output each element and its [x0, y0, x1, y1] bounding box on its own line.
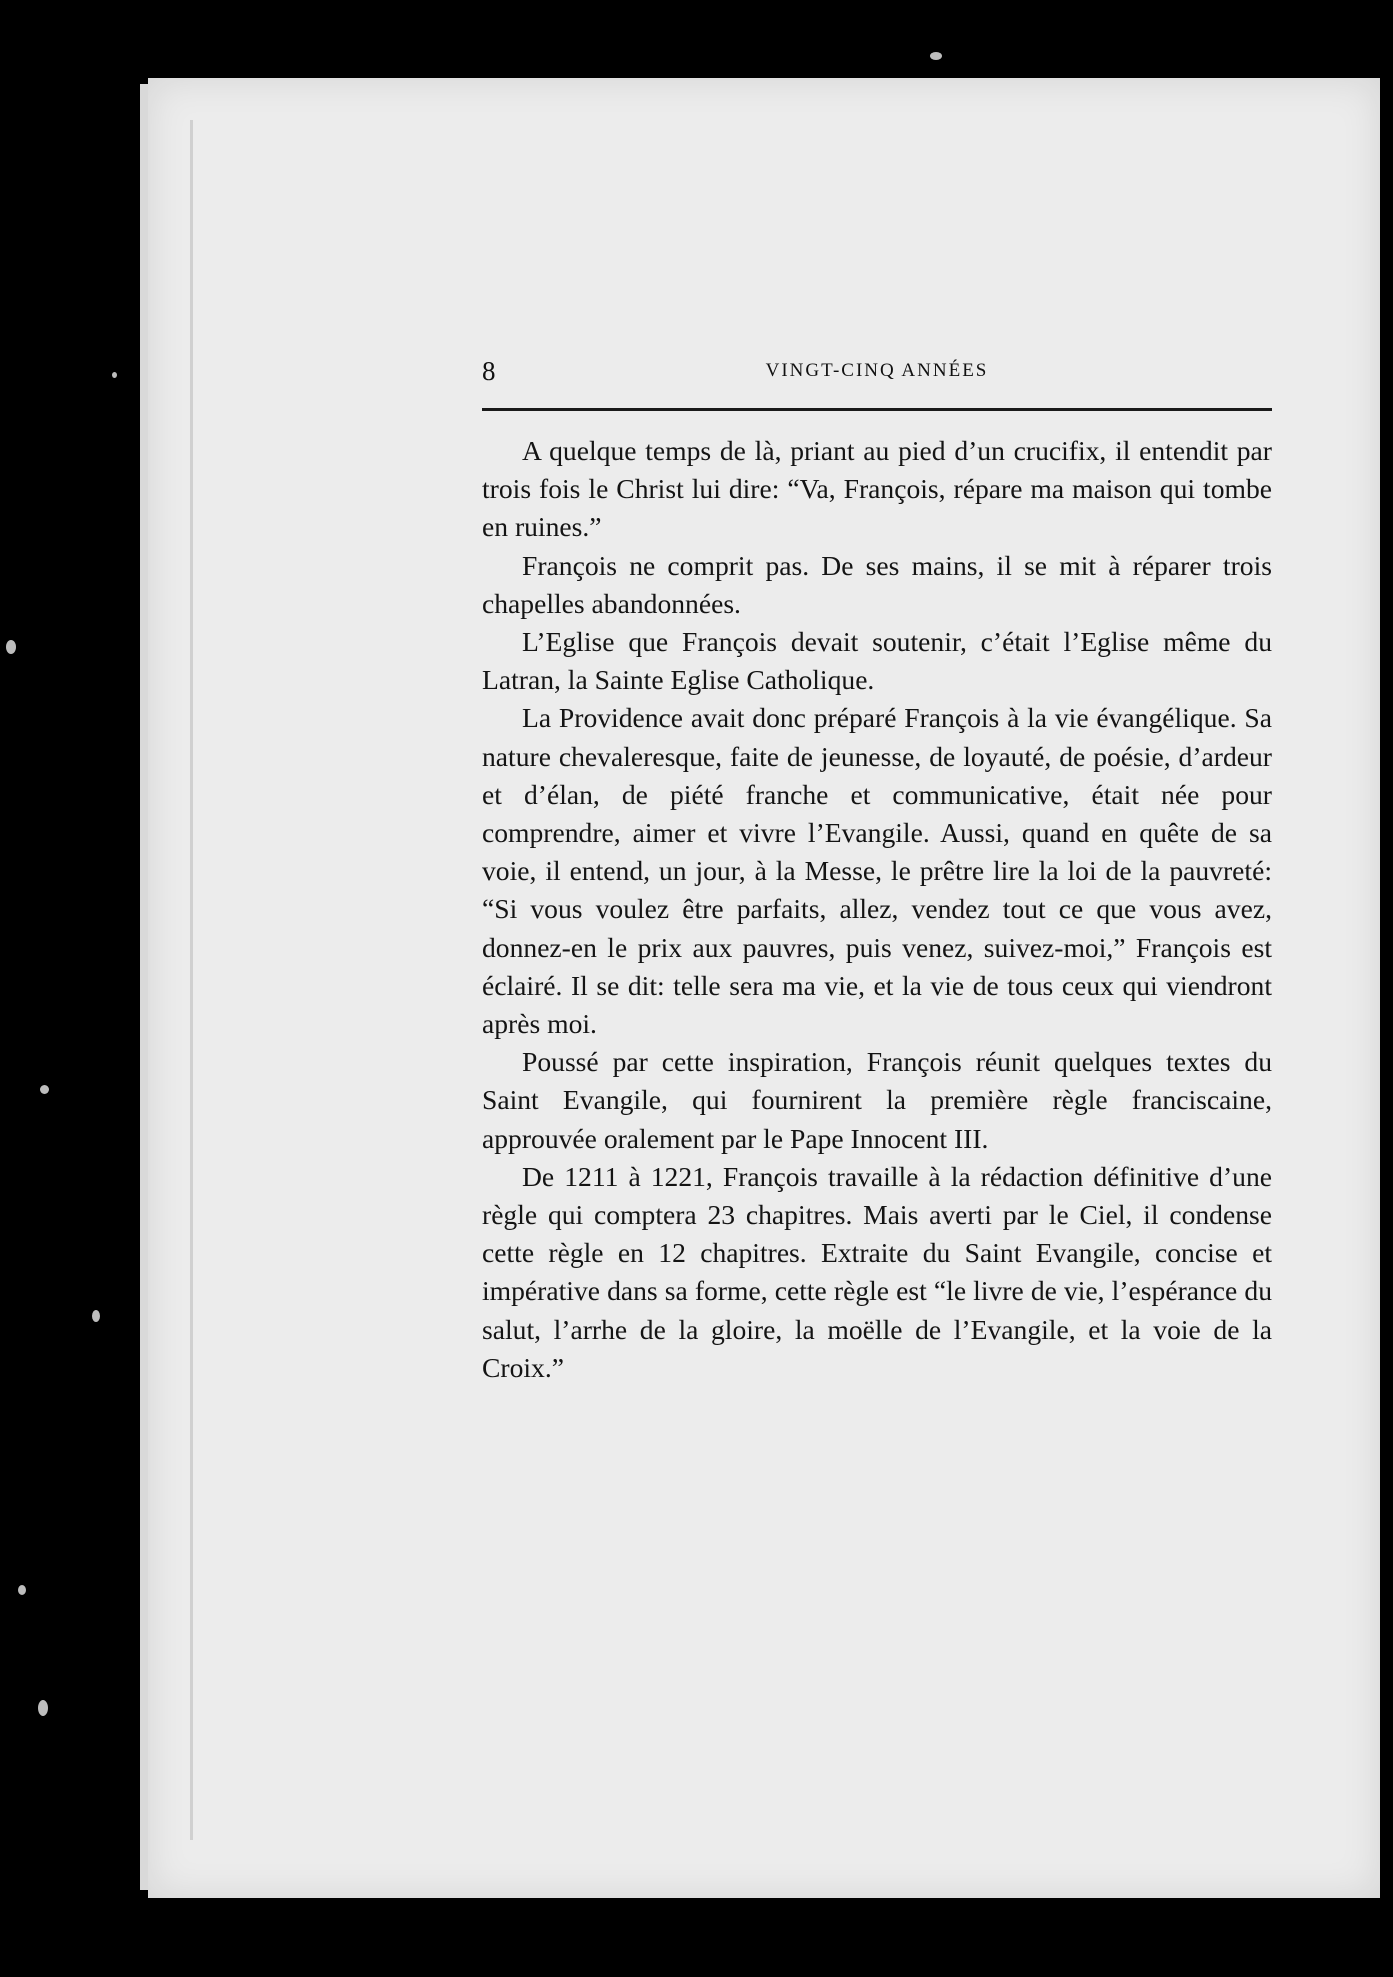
running-head: VINGT-CINQ ANNÉES	[765, 360, 989, 381]
scan-speck	[18, 1585, 26, 1595]
page-number: 8	[482, 356, 496, 386]
scan-speck	[92, 1310, 100, 1322]
paragraph: A quelque temps de là, priant au pied d’un crucifix, il entendit par trois fois le Christ lui dire: “Va, François, répare ma maison qui tombe en ruines.”	[482, 435, 1272, 543]
scan-speck	[112, 372, 117, 378]
scan-speck	[38, 1700, 48, 1716]
body-text	[482, 432, 1272, 1387]
scan-speck	[930, 52, 942, 60]
paragraph: Poussé par cette inspiration, François réunit quelques textes du Saint Evangile, qui fournirent la première règle franciscaine, approuvée oralement par le Pape Innocent III.	[482, 1046, 1272, 1154]
paragraph: François ne comprit pas. De ses mains, il se mit à réparer trois chapelles abandonnées.	[482, 549, 1272, 619]
page-header	[482, 356, 1272, 388]
header-rule	[482, 408, 1272, 411]
scan-speck	[6, 640, 16, 654]
paragraph: La Providence avait donc préparé François à la vie évangélique. Sa nature chevaleresque, faite de jeunesse, de loyauté, de poésie, d’ardeur et d’élan, de piété franche et communicative, était née pour comprendre, aimer et vivre l’Evangile. Aussi, quand en quête de sa voie, il entend, un jour, à la Messe, le prêtre lire la loi de la pauvreté: “Si vous voulez être parfaits, allez, vendez tout ce que vous avez, donnez-en le prix aux pauvres, puis venez, suivez-moi,” François est éclairé. Il se dit: telle sera ma vie, et la vie de tous ceux qui viendront après moi.	[482, 702, 1272, 1040]
paragraph: De 1211 à 1221, François travaille à la rédaction définitive d’une règle qui comptera 23 chapitres. Mais averti par le Ciel, il condense cette règle en 12 chapitres. Extraite du Saint Evangile, concise et impérative dans sa forme, cette règle est “le livre de vie, l’espérance du salut, l’arrhe de la gloire, la moëlle de l’Evangile, et la voie de la Croix.”	[482, 1160, 1272, 1383]
scan-speck	[40, 1085, 49, 1094]
fold-line	[190, 120, 193, 1840]
paragraph: L’Eglise que François devait soutenir, c’était l’Eglise même du Latran, la Sainte Eglise Catholique.	[482, 626, 1272, 696]
